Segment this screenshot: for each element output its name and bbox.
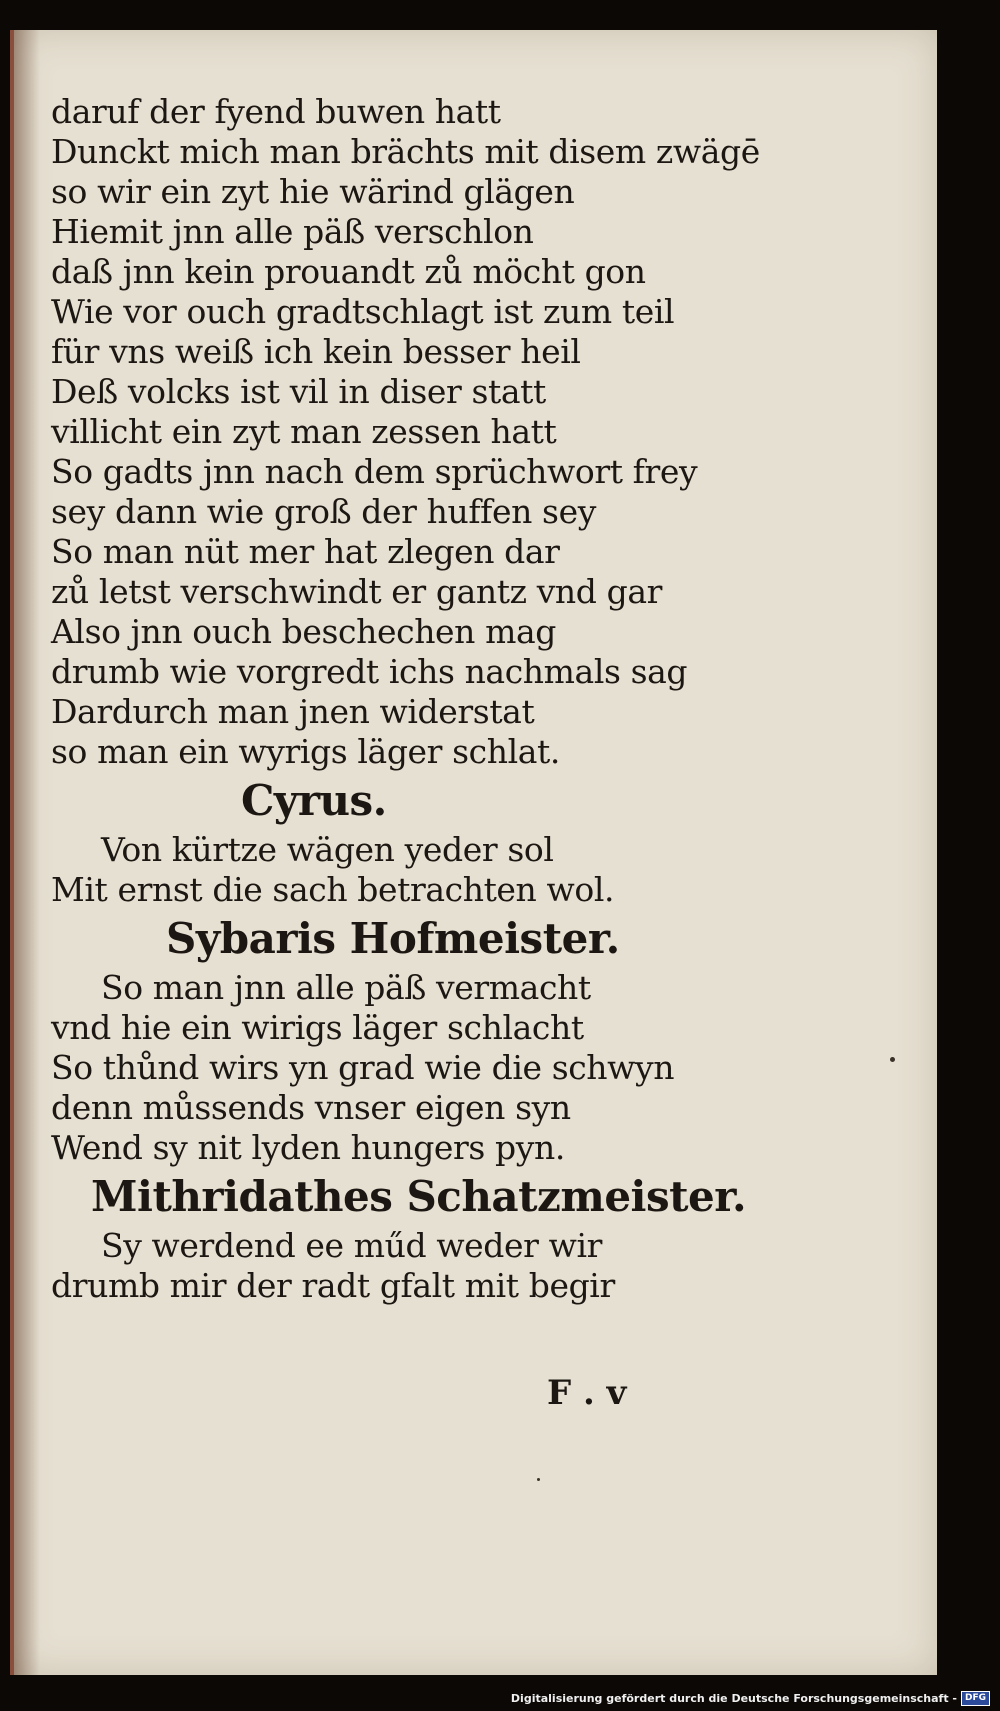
verse-line: Wie vor ouch gradtschlagt ist zum teil: [51, 292, 675, 331]
paper-speck: [890, 1057, 895, 1062]
verse-line: Dunckt mich man brächts mit disem zwägē: [51, 132, 760, 171]
footer-text: Digitalisierung gefördert durch die Deutsche Forschungsgemeinschaft -: [510, 1691, 957, 1705]
verse-line: drumb mir der radt gfalt mit begir: [51, 1266, 615, 1305]
book-page: [10, 30, 937, 1675]
verse-line: Mit ernst die sach betrachten wol.: [51, 870, 615, 909]
verse-line: für vns weiß ich kein besser heil: [51, 332, 581, 371]
verse-line: Also jnn ouch beschechen mag: [51, 612, 557, 651]
verse-line: So gadts jnn nach dem sprüchwort frey: [51, 452, 698, 491]
verse-line: So thůnd wirs yn grad wie die schwyn: [51, 1048, 675, 1087]
page-gutter-shadow: [14, 30, 40, 1675]
verse-line: villicht ein zyt man zessen hatt: [51, 412, 557, 451]
verse-line: Dardurch man jnen widerstat: [51, 692, 535, 731]
signature-mark: F . v: [547, 1373, 627, 1413]
verse-line: denn můssends vnser eigen syn: [51, 1088, 571, 1127]
verse-line: daß jnn kein prouandt zů möcht gon: [51, 252, 646, 291]
verse-line: Von kürtze wägen yeder sol: [101, 830, 554, 869]
dfg-logo: DFG: [961, 1691, 990, 1706]
verse-line: Sy werdend ee műd weder wir: [101, 1226, 602, 1265]
text-block: [51, 92, 760, 1306]
verse-line: sey dann wie groß der huffen sey: [51, 492, 596, 531]
verse-block-4: [51, 1226, 760, 1306]
digitization-footer: [511, 1689, 990, 1707]
verse-block-1: [51, 92, 760, 772]
speaker-heading-mithridathes: Mithridathes Schatzmeister.: [91, 1172, 747, 1221]
verse-line: Hiemit jnn alle päß verschlon: [51, 212, 534, 251]
verse-line: zů letst verschwindt er gantz vnd gar: [51, 572, 662, 611]
verse-line: So man nüt mer hat zlegen dar: [51, 532, 560, 571]
verse-line: so wir ein zyt hie wärind glägen: [51, 172, 575, 211]
speaker-heading-sybaris: Sybaris Hofmeister.: [166, 914, 620, 963]
speaker-heading-cyrus: Cyrus.: [241, 776, 387, 825]
verse-line: daruf der fyend buwen hatt: [51, 92, 501, 131]
verse-block-3: [51, 968, 760, 1168]
verse-line: Deß volcks ist vil in diser statt: [51, 372, 546, 411]
verse-line: Wend sy nit lyden hungers pyn.: [51, 1128, 565, 1167]
verse-line: vnd hie ein wirigs läger schlacht: [51, 1008, 584, 1047]
paper-speck: [537, 1478, 540, 1481]
verse-block-2: [51, 830, 760, 910]
verse-line: So man jnn alle päß vermacht: [101, 968, 591, 1007]
verse-line: so man ein wyrigs läger schlat.: [51, 732, 560, 771]
verse-line: drumb wie vorgredt ichs nachmals sag: [51, 652, 688, 691]
